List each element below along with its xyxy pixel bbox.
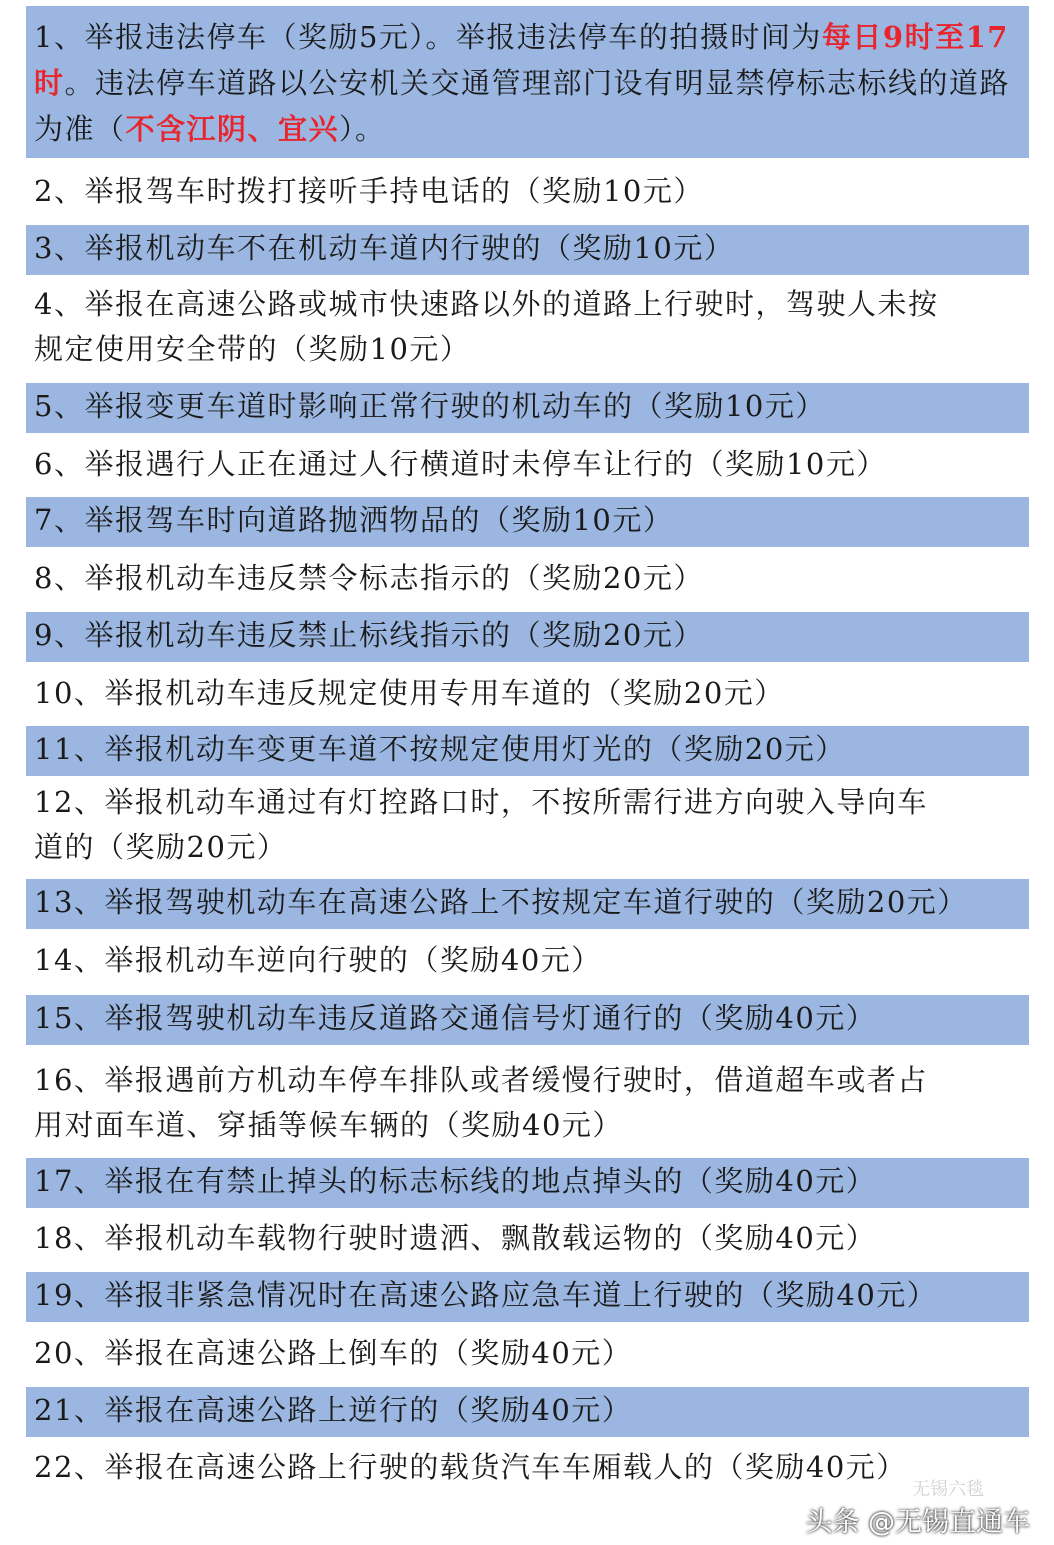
list-item-5 [26, 383, 1029, 433]
item-2-text: 2、举报驾车时拨打接听手持电话的（奖励10元） [34, 174, 704, 208]
list-item-11 [26, 726, 1029, 776]
item-8-text: 8、举报机动车违反禁令标志指示的（奖励20元） [34, 561, 704, 595]
item-21-text: 21、举报在高速公路上逆行的（奖励40元） [34, 1393, 633, 1427]
list-item-6 [26, 441, 1029, 491]
list-item-12 [26, 780, 1029, 870]
list-item-3 [26, 225, 1029, 275]
item-1-text-a: 1、举报违法停车（奖励5元）。举报违法停车的拍摄时间为 [34, 20, 822, 54]
list-item-13 [26, 879, 1029, 929]
item-1-text-e: ）。 [339, 112, 386, 146]
item-7-text: 7、举报驾车时向道路抛洒物品的（奖励10元） [34, 503, 674, 537]
list-item-19 [26, 1272, 1029, 1322]
item-6-text: 6、举报遇行人正在通过人行横道时未停车让行的（奖励10元） [34, 447, 887, 481]
item-11-text: 11、举报机动车变更车道不按规定使用灯光的（奖励20元） [34, 732, 846, 766]
item-19-text: 19、举报非紧急情况时在高速公路应急车道上行驶的（奖励40元） [34, 1278, 938, 1312]
item-1-exclusion-highlight: 不含江阴、宜兴 [125, 112, 340, 146]
item-3-text: 3、举报机动车不在机动车道内行驶的（奖励10元） [34, 231, 735, 265]
list-item-9 [26, 612, 1029, 662]
list-item-21 [26, 1387, 1029, 1437]
list-item-16 [26, 1058, 1029, 1148]
item-18-text: 18、举报机动车载物行驶时遗洒、飘散载运物的（奖励40元） [34, 1221, 877, 1255]
faint-watermark: 无锡六毯 [912, 1479, 984, 1500]
item-15-text: 15、举报驾驶机动车违反道路交通信号灯通行的（奖励40元） [34, 1001, 877, 1035]
item-16-line-1: 16、举报遇前方机动车停车排队或者缓慢行驶时，借道超车或者占 [34, 1063, 928, 1097]
source-watermark: 头条 @无锡直通车 [805, 1507, 1030, 1538]
item-16-line-2: 用对面车道、穿插等候车辆的（奖励40元） [34, 1108, 623, 1142]
item-17-text: 17、举报在有禁止掉头的标志标线的地点掉头的（奖励40元） [34, 1164, 877, 1198]
list-item-4 [26, 282, 1029, 372]
item-9-text: 9、举报机动车违反禁止标线指示的（奖励20元） [34, 618, 704, 652]
list-item-22 [26, 1444, 1029, 1494]
list-item-17 [26, 1158, 1029, 1208]
list-item-15 [26, 995, 1029, 1045]
item-12-line-2: 道的（奖励20元） [34, 830, 288, 864]
item-12-line-1: 12、举报机动车通过有灯控路口时，不按所需行进方向驶入导向车 [34, 785, 928, 819]
list-item-7 [26, 497, 1029, 547]
item-4-line-2: 规定使用安全带的（奖励10元） [34, 332, 471, 366]
list-item-18 [26, 1215, 1029, 1265]
item-13-text: 13、举报驾驶机动车在高速公路上不按规定车道行驶的（奖励20元） [34, 885, 968, 919]
item-5-text: 5、举报变更车道时影响正常行驶的机动车的（奖励10元） [34, 389, 826, 423]
item-4-line-1: 4、举报在高速公路或城市快速路以外的道路上行驶时，驾驶人未按 [34, 287, 939, 321]
list-item-8 [26, 555, 1029, 605]
list-item-20 [26, 1330, 1029, 1380]
item-20-text: 20、举报在高速公路上倒车的（奖励40元） [34, 1336, 633, 1370]
list-item-2 [26, 168, 1029, 218]
item-10-text: 10、举报机动车违反规定使用专用车道的（奖励20元） [34, 676, 785, 710]
list-item-10 [26, 670, 1029, 720]
list-item-14 [26, 937, 1029, 987]
list-item-1 [26, 6, 1029, 158]
item-22-text: 22、举报在高速公路上行驶的载货汽车车厢载人的（奖励40元） [34, 1450, 907, 1484]
item-14-text: 14、举报机动车逆向行驶的（奖励40元） [34, 943, 602, 977]
item-1-time-highlight: 每日9时至17时 [34, 20, 1009, 100]
item-1-text-c: 。违法停车道路以公安机关交通管理部门设有明显禁停标志标线的道路为准（ [34, 66, 1011, 146]
